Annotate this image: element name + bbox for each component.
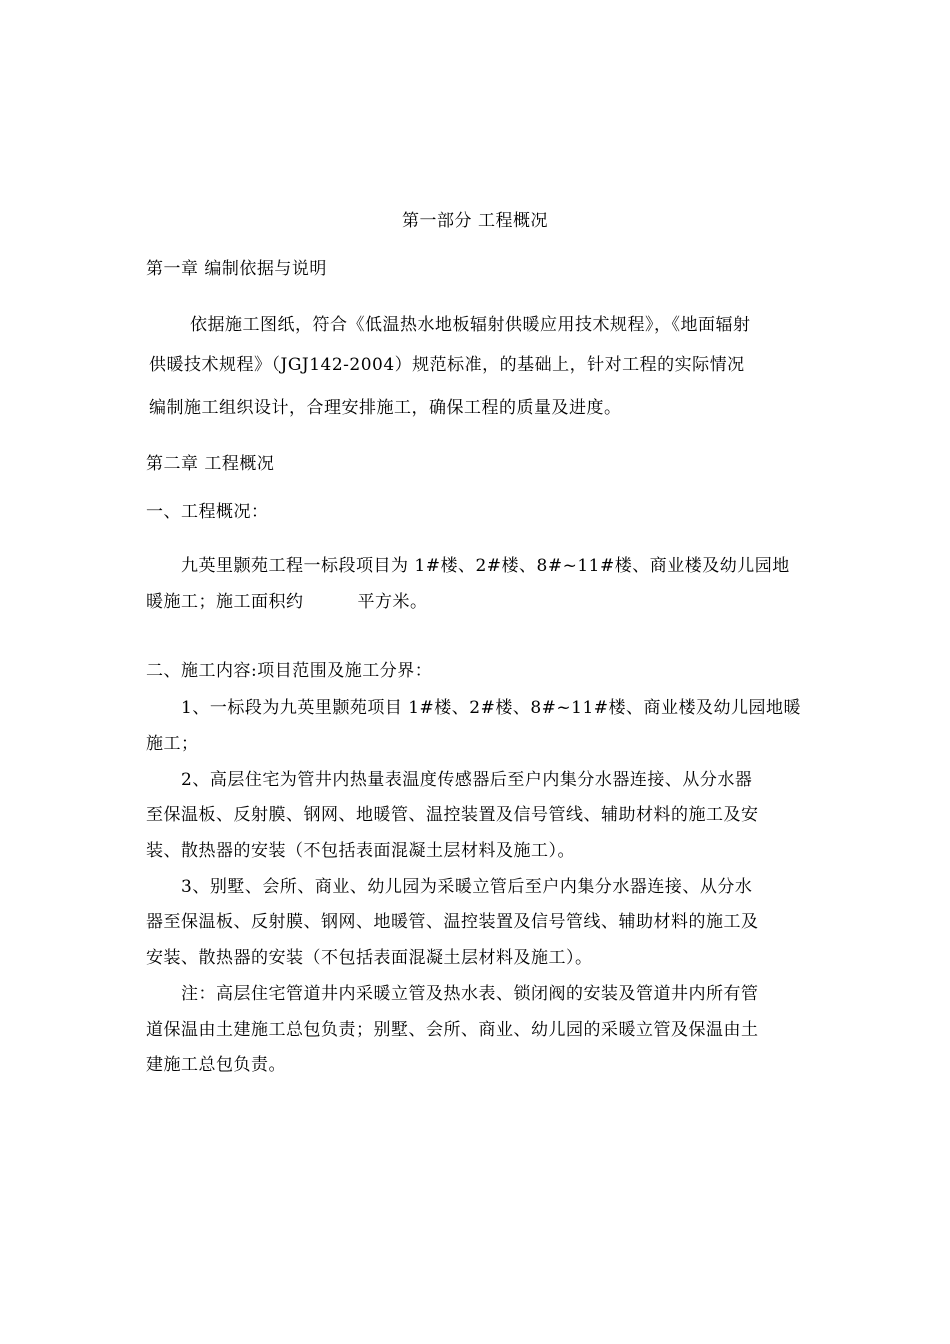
section2-line-7: 器至保温板、反射膜、钢网、地暖管、温控装置及信号管线、辅助材料的施工及 <box>146 912 759 932</box>
section2-heading: 二、施工内容:项目范围及施工分界： <box>146 661 433 681</box>
part-title: 第一部分 工程概况 <box>402 211 548 231</box>
section1-line-2 <box>146 591 428 613</box>
section2-line-2: 施工； <box>146 734 199 754</box>
section2-line-4: 至保温板、反射膜、钢网、地暖管、温控装置及信号管线、辅助材料的施工及安 <box>146 805 759 825</box>
section2-line-8: 安装、散热器的安装（不包括表面混凝土层材料及施工）。 <box>146 948 593 968</box>
section2-line-3: 2、高层住宅为管井内热量表温度传感器后至户内集分水器连接、从分水器 <box>181 770 753 790</box>
section2-line-6: 3、别墅、会所、商业、幼儿园为采暖立管后至户内集分水器连接、从分水 <box>181 877 753 897</box>
chapter1-paragraph-line-2: 供暖技术规程》（JGJ142-2004）规范标准，的基础上，针对工程的实际情况 <box>149 355 745 375</box>
section1-line-1: 九英里颢苑工程一标段项目为 1#楼、2#楼、8#~11#楼、商业楼及幼儿园地 <box>181 556 790 576</box>
chapter1-heading: 第一章 编制依据与说明 <box>146 259 327 279</box>
chapter1-paragraph-line-1: 依据施工图纸，符合《低温热水地板辐射供暖应用技术规程》，《地面辐射 <box>190 315 751 335</box>
chapter2-heading: 第二章 工程概况 <box>146 454 275 474</box>
section1-line-2-after: 平方米。 <box>357 592 428 612</box>
section2-note-line-2: 道保温由土建施工总包负责；别墅、会所、商业、幼儿园的采暖立管及保温由土 <box>146 1020 759 1040</box>
section2-note-line-3: 建施工总包负责。 <box>146 1055 286 1075</box>
chapter1-paragraph-line-3: 编制施工组织设计，合理安排施工，确保工程的质量及进度。 <box>149 398 622 418</box>
section2-line-5: 装、散热器的安装（不包括表面混凝土层材料及施工）。 <box>146 841 575 861</box>
section1-heading: 一、工程概况： <box>146 502 269 522</box>
section2-line-1: 1、一标段为九英里颢苑项目 1#楼、2#楼、8#~11#楼、商业楼及幼儿园地暖 <box>181 698 802 718</box>
section2-note-line-1: 注：高层住宅管道井内采暖立管及热水表、锁闭阀的安装及管道井内所有管 <box>181 984 759 1004</box>
section1-line-2-before: 暖施工；施工面积约 <box>146 592 304 612</box>
